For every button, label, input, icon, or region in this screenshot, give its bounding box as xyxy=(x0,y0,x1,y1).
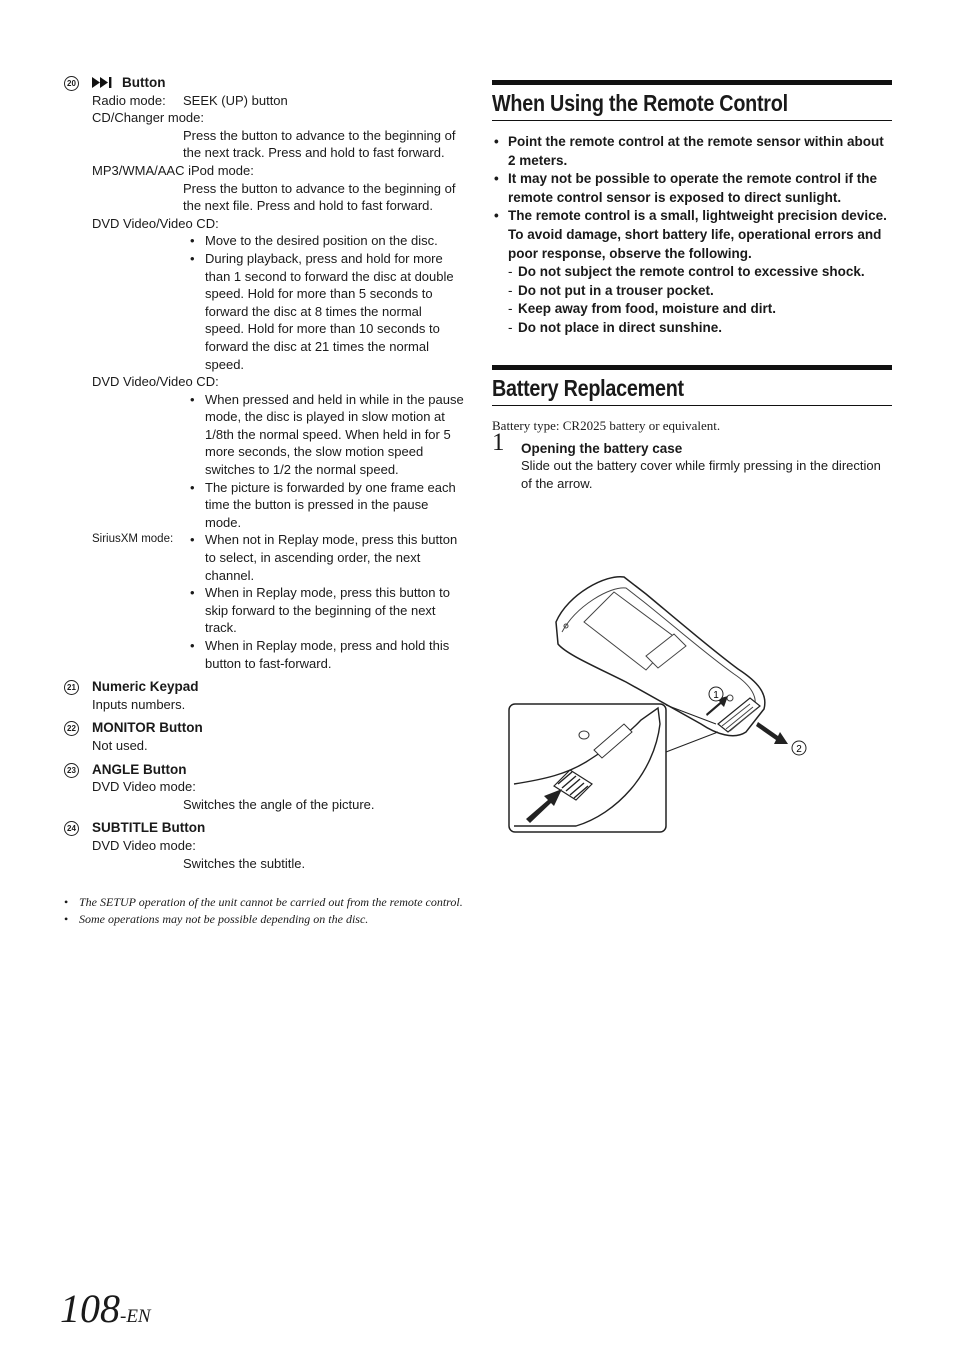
item-description: Not used. xyxy=(92,737,148,753)
arrow-slide-icon xyxy=(756,722,806,755)
radio-mode-row xyxy=(92,92,464,110)
list-item: • Move to the desired position on the disc. xyxy=(183,232,464,250)
item-number: 24 xyxy=(64,821,79,836)
item-title: MONITOR Button xyxy=(92,720,203,736)
note-item: • The SETUP operation of the unit cannot be carried out from the remote control. xyxy=(64,894,464,911)
item-title: ANGLE Button xyxy=(92,761,187,777)
dash-list xyxy=(508,263,892,337)
item-number: 23 xyxy=(64,763,79,778)
list-item: • Point the remote control at the remote sensor within about 2 meters. xyxy=(492,133,892,170)
item-subtitle-button xyxy=(64,819,464,872)
item-title: Button xyxy=(92,74,464,92)
next-track-icon xyxy=(92,77,118,88)
list-item: • When in Replay mode, press and hold this button to fast-forward. xyxy=(183,637,464,672)
mode-label: SiriusXM mode: xyxy=(92,533,174,546)
notes xyxy=(64,894,464,927)
list-item: • The picture is forwarded by one frame each time the button is pressed in the pause mode. xyxy=(183,479,464,532)
callout-number: 1 xyxy=(713,690,719,701)
mode-label: Radio mode: xyxy=(92,92,166,108)
bullet-list xyxy=(183,531,464,672)
step-description: Slide out the battery cover while firmly pressing in the direction of the arrow. xyxy=(521,458,881,491)
mode-description: Switches the subtitle. xyxy=(183,855,306,871)
item-number: 20 xyxy=(64,76,79,91)
mode-label: DVD Video mode: xyxy=(92,837,196,853)
mode-label: DVD Video/Video CD: xyxy=(92,374,219,390)
mode-description: Press the button to advance to the beginning of the next track. Press and hold to fast forward. xyxy=(183,127,456,161)
section-heading-remote: When Using the Remote Control xyxy=(492,80,892,121)
dash-item: - Keep away from food, moisture and dirt. xyxy=(508,300,892,319)
list-item: • When pressed and held in while in the pause mode, the disc is played in slow motion at 1/8th the normal speed. When held in for 5 more seconds, the slow motion speed switches to 1/2 the normal speed. xyxy=(183,391,464,479)
battery-type: Battery type: CR2025 battery or equivalent. xyxy=(492,417,721,433)
list-item: • It may not be possible to operate the remote control if the remote control sensor is exposed to direct sunlight. xyxy=(492,170,892,207)
section-heading-battery: Battery Replacement xyxy=(492,365,892,406)
item-number: 22 xyxy=(64,721,79,736)
right-column xyxy=(492,80,892,492)
list-item: • When not in Replay mode, press this button to select, in ascending order, the next channel. xyxy=(183,531,464,584)
item-number: 21 xyxy=(64,680,79,695)
mode-description: Press the button to advance to the beginning of the next file. Press and hold to fast forward. xyxy=(183,180,456,214)
mode-label: MP3/WMA/AAC iPod mode: xyxy=(92,162,254,178)
list-item: • The remote control is a small, lightweight precision device. To avoid damage, short battery life, operational errors and poor response, observe the following. - Do not subject the remote control to excessive shock. - Do not put in a trouser pocket. - Keep away from food, moisture and dirt. - Do not place in direct sunshine. xyxy=(492,207,892,337)
step-number: 1 xyxy=(492,428,505,456)
mode-label: DVD Video mode: xyxy=(92,779,196,795)
bullet-list xyxy=(92,232,464,373)
bullet-list xyxy=(92,391,464,532)
step-1 xyxy=(492,428,892,493)
item-numeric-keypad xyxy=(64,678,464,713)
item-title: Numeric Keypad xyxy=(92,679,199,695)
siriusxm-mode-row xyxy=(92,531,464,672)
item-title: SUBTITLE Button xyxy=(92,820,206,836)
left-column xyxy=(64,74,464,927)
remote-precautions-list xyxy=(492,133,892,338)
note-item: • Some operations may not be possible depending on the disc. xyxy=(64,911,464,928)
mode-value: SEEK (UP) button xyxy=(183,92,288,108)
page-number: 108-EN xyxy=(60,1286,151,1331)
dash-item: - Do not subject the remote control to excessive shock. xyxy=(508,263,892,282)
dash-item: - Do not place in direct sunshine. xyxy=(508,319,892,338)
list-item: • During playback, press and hold for more than 1 second to forward the disc at double speed. Hold for more than 5 seconds to forward the disc at 8 times the normal speed. Hold for more than 10 seconds to forward the disc at 21 times the normal speed. xyxy=(183,250,464,373)
dash-item: - Do not put in a trouser pocket. xyxy=(508,282,892,301)
mode-label: CD/Changer mode: xyxy=(92,110,204,126)
step-title: Opening the battery case xyxy=(521,440,683,456)
item-angle-button xyxy=(64,761,464,814)
item-monitor-button xyxy=(64,719,464,754)
item-seek-button xyxy=(64,74,464,672)
mode-label: DVD Video/Video CD: xyxy=(92,215,219,231)
battery-cover-illustration xyxy=(506,574,818,836)
detail-inset xyxy=(509,704,666,832)
callout-number: 2 xyxy=(796,744,802,755)
mode-description: Switches the angle of the picture. xyxy=(183,796,375,812)
item-description: Inputs numbers. xyxy=(92,696,186,712)
list-item: • When in Replay mode, press this button to skip forward to the beginning of the next track. xyxy=(183,584,464,637)
